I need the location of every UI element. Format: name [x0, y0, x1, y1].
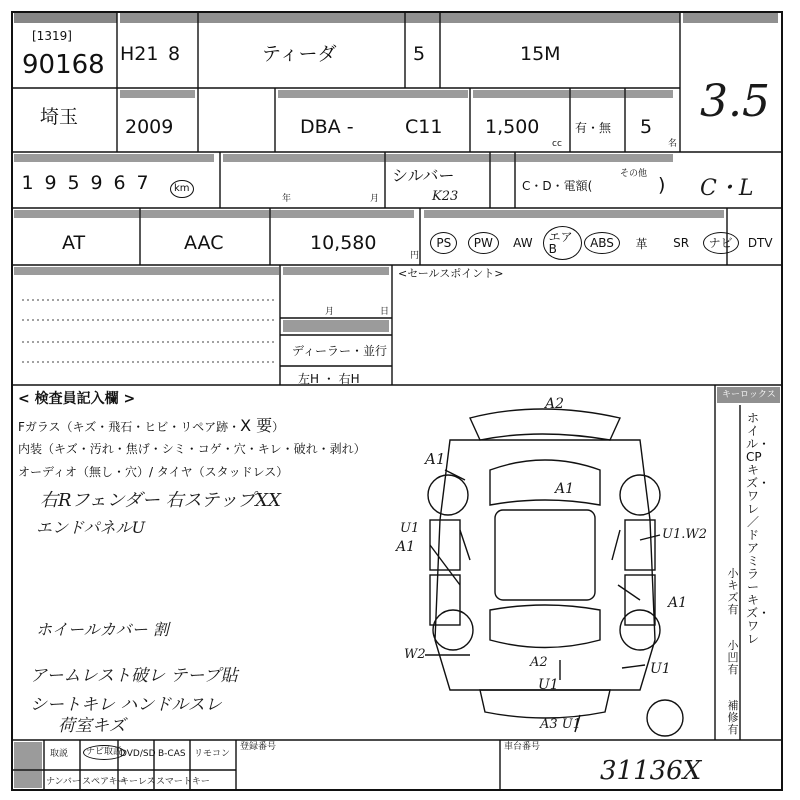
- footer-cell: DVD/SD: [120, 749, 156, 759]
- glass-text: Fガラス（キズ・飛石・ヒビ・リペア跡・: [18, 420, 241, 434]
- damage-mark: A2: [545, 396, 565, 412]
- glass-mark: X 要: [240, 416, 273, 435]
- option-label: エアB: [543, 226, 583, 260]
- mileage-digit: 9: [44, 172, 57, 194]
- damage-mark: U1.W2: [662, 527, 707, 542]
- damage-mark: A2: [530, 655, 548, 670]
- glass-close: ）: [272, 420, 285, 434]
- dealer-label: ディーラー・並行: [292, 344, 388, 358]
- model-month: 8: [168, 43, 181, 65]
- color-other-label: その他: [620, 169, 648, 179]
- color-options: C・D・電額(: [522, 179, 593, 193]
- repair-mark: 補修有: [727, 699, 739, 736]
- footer-cell: キーレス: [120, 777, 156, 787]
- footer-cell: スペアキー: [82, 777, 127, 787]
- chassis-label: 車台番号: [504, 742, 541, 752]
- audio-line: オーディオ（無し・穴）/ タイヤ（スタッドレス）: [18, 465, 289, 479]
- price: 10,580: [310, 232, 377, 254]
- note-line: ホイールカバー 割: [36, 620, 169, 639]
- handwritten-score: 3.5: [700, 76, 770, 127]
- damage-mark: A1: [425, 450, 446, 468]
- damage-mark: U1: [538, 677, 559, 693]
- cc-unit: cc: [552, 139, 562, 149]
- sales-points-label: <セールスポイント>: [398, 267, 504, 280]
- inspection-title: < 検査員記入欄 >: [18, 391, 136, 407]
- mileage-digit: 9: [90, 172, 103, 194]
- color-options-end: ): [658, 174, 666, 196]
- seat-unit: 名: [668, 139, 678, 149]
- seat-count: 5: [640, 116, 653, 138]
- footer-cell: B-CAS: [158, 749, 186, 759]
- footer-cell-circled: ナビ取説: [83, 745, 125, 760]
- mileage-digit: 5: [67, 172, 80, 194]
- displacement: 1,500: [485, 116, 540, 138]
- lot-bracket: [1319]: [32, 29, 72, 43]
- damage-mark: U1: [650, 661, 671, 677]
- mileage-digit: 7: [136, 172, 149, 194]
- grade: 15M: [520, 43, 561, 65]
- reg-label: 登録番号: [240, 742, 277, 752]
- month-label: 月: [370, 194, 380, 204]
- color: シルバー: [392, 166, 455, 185]
- damage-mark: A1: [555, 481, 575, 497]
- option-label: PW: [468, 232, 499, 254]
- lot-number: 90168: [22, 50, 105, 80]
- damage-mark: U1: [400, 521, 420, 536]
- region: 埼玉: [40, 106, 79, 128]
- mileage-digit: 1: [21, 172, 34, 194]
- footer-cell: スマートキー: [156, 777, 210, 787]
- option-label: ABS: [584, 232, 620, 254]
- first-reg-year: 2009: [125, 116, 174, 138]
- right-panel-vertical: ホイル・CPキズ・ワレ／ドアミラーキズ・ワレ: [746, 411, 771, 646]
- price-unit: 円: [410, 251, 420, 261]
- aircon: AAC: [184, 232, 224, 254]
- damage-mark: A1: [668, 595, 688, 611]
- mileage-digit: 6: [113, 172, 126, 194]
- note-line: 荷室キズ: [58, 716, 126, 736]
- damage-mark: W2: [404, 647, 426, 662]
- model-name: ティーダ: [262, 43, 337, 65]
- footer-cell: 取説: [50, 749, 69, 759]
- note-line: エンドパネルU: [36, 518, 146, 537]
- option-label: AW: [513, 236, 533, 250]
- color-code: K23: [432, 189, 459, 204]
- mid-month-label: 月: [325, 307, 335, 317]
- handwritten-interior: C・L: [700, 176, 754, 201]
- type-code: C11: [405, 116, 443, 138]
- option-label: SR: [673, 236, 690, 250]
- year-label: 年: [282, 194, 292, 204]
- ac-label: 有・無: [575, 121, 612, 135]
- interior-line: 内装（キズ・汚れ・焦げ・シミ・コゲ・穴・キレ・破れ・剥れ）: [18, 442, 366, 456]
- mid-day-label: 日: [380, 307, 390, 317]
- steering-label: 左H ・ 右H: [298, 372, 360, 386]
- damage-mark: A3 U1: [540, 717, 582, 732]
- mileage-unit: km: [170, 180, 194, 198]
- minor-dent: 小凹有: [727, 639, 739, 676]
- model-year: H21: [120, 43, 159, 65]
- note-line: 右Rフェンダー 右ステップXX: [40, 490, 281, 511]
- option-label: ナビ: [703, 232, 739, 254]
- door-count: 5: [413, 43, 426, 65]
- note-line: シートキレ ハンドルスレ: [30, 695, 222, 715]
- footer-cell: ナンバー: [46, 777, 81, 787]
- right-panel-header: キーロックス: [722, 390, 776, 400]
- note-line: アームレスト破レ テープ貼: [30, 666, 238, 686]
- option-label: 革: [635, 236, 648, 251]
- damage-mark: A1: [396, 539, 416, 555]
- minor-scratch: 小キズ有: [727, 567, 739, 616]
- chassis-number: 31136X: [600, 756, 702, 786]
- footer-cell: リモコン: [194, 749, 231, 759]
- option-label: PS: [430, 232, 457, 254]
- type-prefix: DBA -: [300, 116, 354, 138]
- option-label: DTV: [747, 236, 773, 250]
- transmission: AT: [62, 232, 86, 254]
